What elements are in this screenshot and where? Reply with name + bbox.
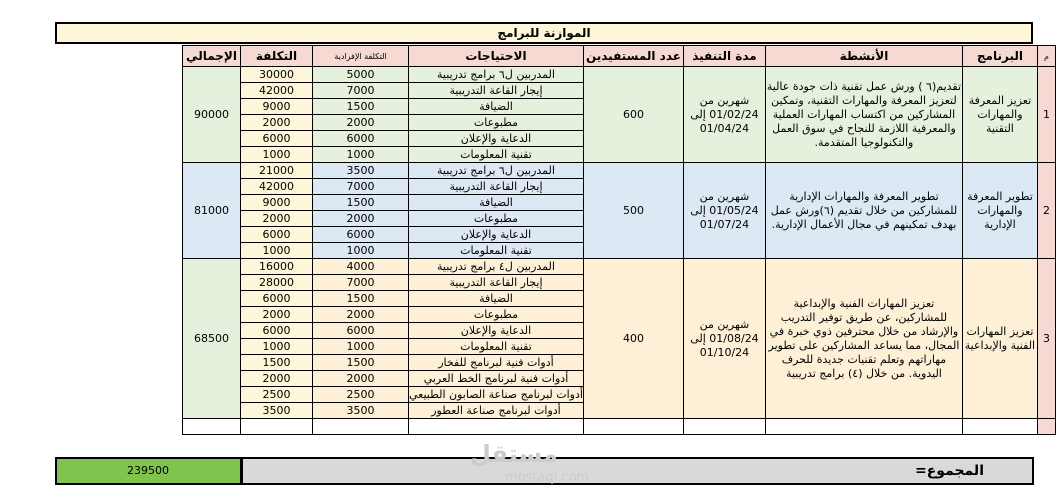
unit-cost-cell: 1500 <box>313 355 409 371</box>
cost-cell: 1000 <box>241 243 313 259</box>
unit-cost-cell: 1000 <box>313 243 409 259</box>
unit-cost-cell: 1500 <box>313 291 409 307</box>
cost-cell: 6000 <box>241 323 313 339</box>
unit-cost-cell: 6000 <box>313 131 409 147</box>
unit-cost-cell: 2000 <box>313 115 409 131</box>
cost-cell: 2000 <box>241 307 313 323</box>
cost-cell: 16000 <box>241 259 313 275</box>
activities-cell: تقديم(٦ ) ورش عمل تقنية ذات جودة عالية لتعزيز المعرفة والمهارات التقنية، وتمكين المشاركين من اكتساب المهارات العملية والمعرفية اللازمة للنجاح في سوق العمل والتكنولوجيا المتقدمة. <box>765 67 962 163</box>
need-cell: مطبوعات <box>409 115 584 131</box>
unit-cost-cell: 1500 <box>313 99 409 115</box>
header-duration: مدة التنفيذ <box>683 46 765 67</box>
unit-cost-cell: 7000 <box>313 275 409 291</box>
activities-cell: تعزيز المهارات الفنية والإبداعية للمشاركين، عن طريق توفير التدريب والإرشاد من خلال محترفين ذوي خبرة في المجال، مما يساعد المشاركين على تطوير مهاراتهم وتعلم تقنيات جديدة للحرف اليدوية. من خلال (٤) برامج تدريبية <box>765 259 962 419</box>
empty-cell <box>241 419 313 435</box>
unit-cost-cell: 2000 <box>313 211 409 227</box>
need-cell: تقنية المعلومات <box>409 243 584 259</box>
cost-cell: 6000 <box>241 227 313 243</box>
unit-cost-cell: 7000 <box>313 179 409 195</box>
unit-cost-cell: 2500 <box>313 387 409 403</box>
unit-cost-cell: 4000 <box>313 259 409 275</box>
unit-cost-cell: 3500 <box>313 403 409 419</box>
unit-cost-cell: 1000 <box>313 147 409 163</box>
program-total: 90000 <box>183 67 241 163</box>
program-total: 81000 <box>183 163 241 259</box>
cost-cell: 21000 <box>241 163 313 179</box>
cost-cell: 30000 <box>241 67 313 83</box>
empty-cell <box>409 419 584 435</box>
need-cell: الدعاية والإعلان <box>409 323 584 339</box>
need-cell: تقنية المعلومات <box>409 147 584 163</box>
grand-total-label: المجموع= <box>241 457 1034 485</box>
unit-cost-cell: 1000 <box>313 339 409 355</box>
activities-cell: تطوير المعرفة والمهارات الإدارية للمشاركين من خلال تقديم (٦)ورش عمل بهدف تمكينهم في مجال الأعمال الإدارية. <box>765 163 962 259</box>
need-cell: المدربين ل٦ برامج تدريبية <box>409 67 584 83</box>
need-cell: مطبوعات <box>409 307 584 323</box>
header-cost: التكلفة <box>241 46 313 67</box>
need-cell: الضيافة <box>409 291 584 307</box>
unit-cost-cell: 5000 <box>313 67 409 83</box>
header-num: م <box>1037 46 1055 67</box>
unit-cost-cell: 2000 <box>313 371 409 387</box>
empty-cell <box>183 419 241 435</box>
need-cell: إيجار القاعة التدريبية <box>409 83 584 99</box>
unit-cost-cell: 7000 <box>313 83 409 99</box>
empty-cell <box>583 419 683 435</box>
cost-cell: 2000 <box>241 371 313 387</box>
cost-cell: 6000 <box>241 131 313 147</box>
header-unit-cost: التكلفة الإفرادية <box>313 46 409 67</box>
need-cell: أدوات فنية لبرنامج للفخار <box>409 355 584 371</box>
unit-cost-cell: 6000 <box>313 323 409 339</box>
watermark-url: mostaql.com <box>505 470 590 485</box>
need-cell: المدربين ل٤ برامج تدريبية <box>409 259 584 275</box>
program-num: 1 <box>1037 67 1055 163</box>
empty-row <box>183 419 1056 435</box>
cost-cell: 1000 <box>241 147 313 163</box>
header-program: البرنامج <box>962 46 1037 67</box>
cost-cell: 6000 <box>241 291 313 307</box>
table-row <box>183 67 1056 83</box>
cost-cell: 28000 <box>241 275 313 291</box>
beneficiaries-cell: 600 <box>583 67 683 163</box>
need-cell: أدوات لبرنامج صناعة العطور <box>409 403 584 419</box>
beneficiaries-cell: 500 <box>583 163 683 259</box>
cost-cell: 3500 <box>241 403 313 419</box>
need-cell: إيجار القاعة التدريبية <box>409 275 584 291</box>
header-needs: الاحتياجات <box>409 46 584 67</box>
cost-cell: 2000 <box>241 115 313 131</box>
table-row <box>183 163 1056 179</box>
budget-body <box>183 67 1056 435</box>
beneficiaries-cell: 400 <box>583 259 683 419</box>
empty-cell <box>1037 419 1055 435</box>
cost-cell: 1500 <box>241 355 313 371</box>
need-cell: أدوات لبرنامج صناعة الصابون الطبيعي <box>409 387 583 401</box>
cost-cell: 1000 <box>241 339 313 355</box>
cost-cell: 42000 <box>241 179 313 195</box>
program-name: تطوير المعرفة والمهارات الإدارية <box>962 163 1037 259</box>
need-cell: إيجار القاعة التدريبية <box>409 179 584 195</box>
need-cell: الضيافة <box>409 195 584 211</box>
need-cell: مطبوعات <box>409 211 584 227</box>
header-row <box>183 46 1056 67</box>
unit-cost-cell: 3500 <box>313 163 409 179</box>
budget-title: الموازنة للبرامج <box>55 22 1033 44</box>
unit-cost-cell: 6000 <box>313 227 409 243</box>
cost-cell: 9000 <box>241 99 313 115</box>
empty-cell <box>765 419 962 435</box>
duration-cell: شهرين من 01/08/24 إلى 01/10/24 <box>683 259 765 419</box>
duration-cell: شهرين من 01/05/24 إلى 01/07/24 <box>683 163 765 259</box>
empty-cell <box>313 419 409 435</box>
need-cell: تقنية المعلومات <box>409 339 584 355</box>
duration-cell: شهرين من 01/02/24 إلى 01/04/24 <box>683 67 765 163</box>
budget-table <box>182 45 1056 435</box>
unit-cost-cell: 1500 <box>313 195 409 211</box>
program-name: تعزيز المعرفة والمهارات التقنية <box>962 67 1037 163</box>
cost-cell: 42000 <box>241 83 313 99</box>
unit-cost-cell: 2000 <box>313 307 409 323</box>
header-beneficiaries: عدد المستفيدين <box>583 46 683 67</box>
need-cell: الدعاية والإعلان <box>409 131 584 147</box>
cost-cell: 2000 <box>241 211 313 227</box>
need-cell: المدربين ل٦ برامج تدريبية <box>409 163 584 179</box>
need-cell: الدعاية والإعلان <box>409 227 584 243</box>
need-cell: الضيافة <box>409 99 584 115</box>
program-num: 2 <box>1037 163 1055 259</box>
need-cell: أدوات فنية لبرنامج الخط العربي <box>409 371 584 387</box>
program-num: 3 <box>1037 259 1055 419</box>
empty-cell <box>683 419 765 435</box>
cost-cell: 2500 <box>241 387 313 403</box>
cost-cell: 9000 <box>241 195 313 211</box>
watermark-logo: مستقل <box>470 440 558 468</box>
grand-total-value: 239500 <box>55 457 242 485</box>
table-row <box>183 259 1056 275</box>
empty-cell <box>962 419 1037 435</box>
program-total: 68500 <box>183 259 241 419</box>
header-activities: الأنشطة <box>765 46 962 67</box>
header-total: الإجمالي <box>183 46 241 67</box>
program-name: تعزيز المهارات الفنية والإبداعية <box>962 259 1037 419</box>
